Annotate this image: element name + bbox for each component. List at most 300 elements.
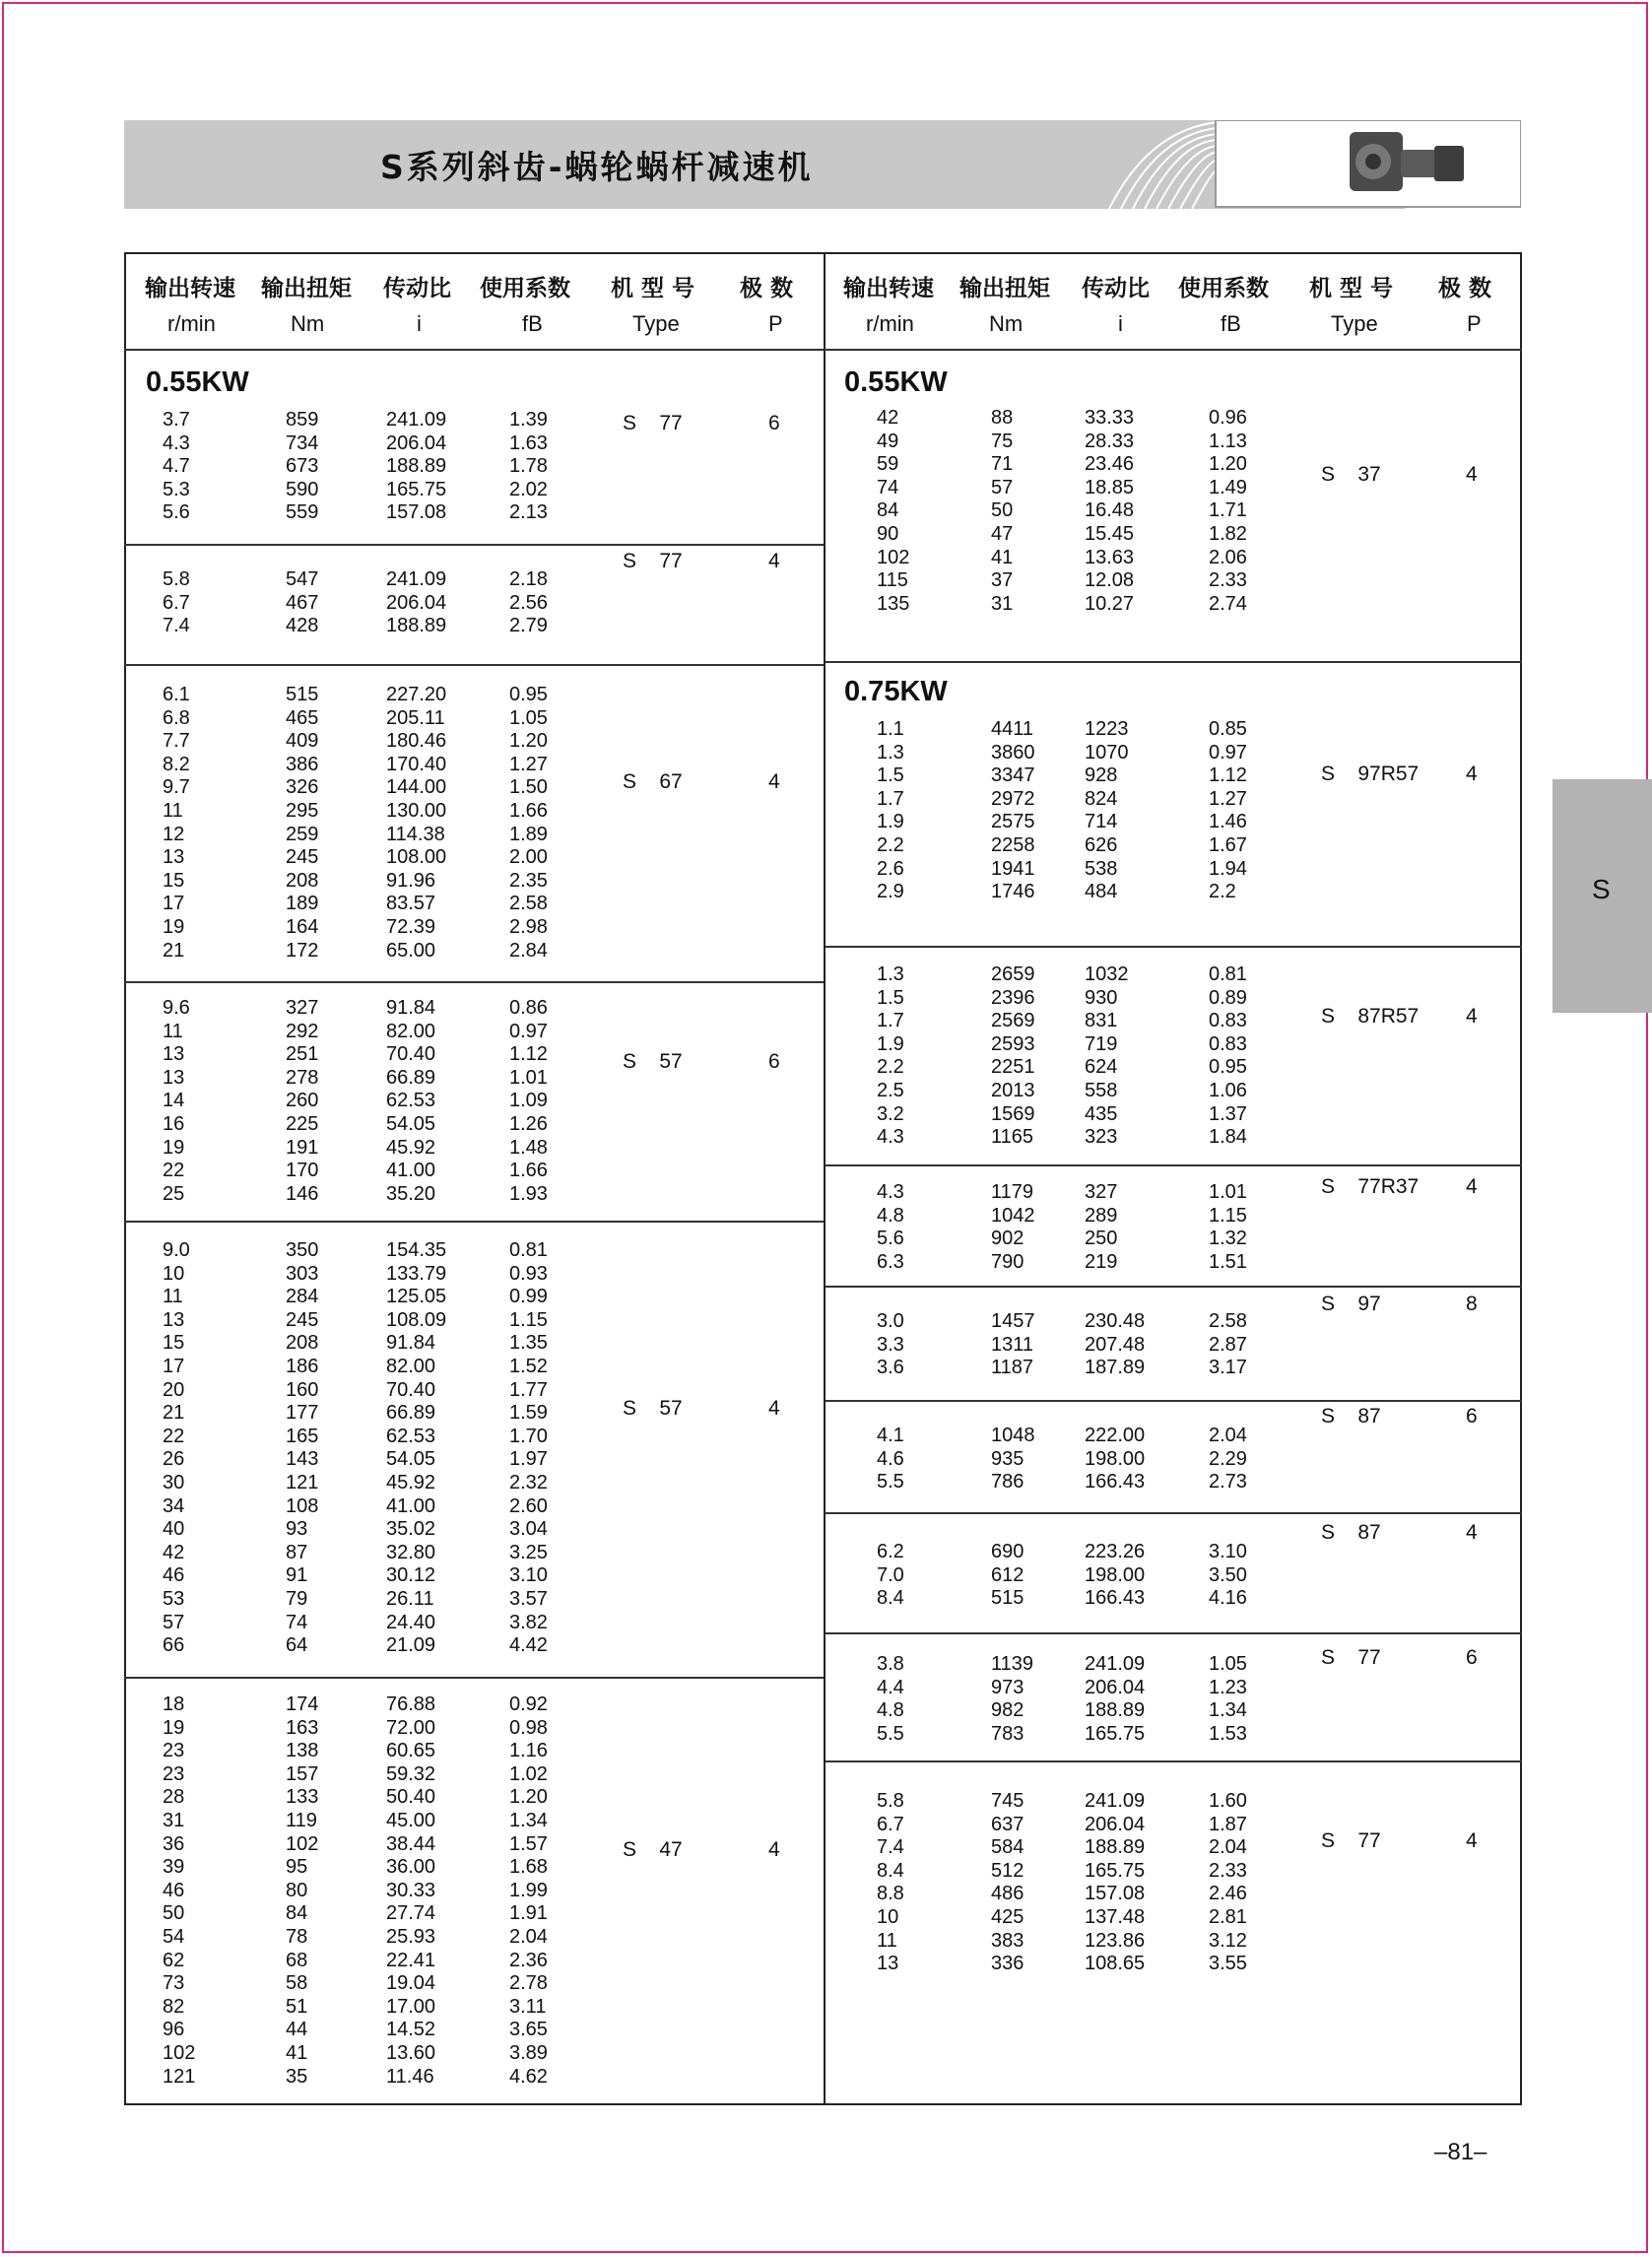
factor-cell: 1.01 bbox=[509, 1066, 548, 1089]
ratio-cell: 65.00 bbox=[386, 939, 436, 962]
torque-cell: 95 bbox=[286, 1856, 308, 1879]
factor-cell: 2.84 bbox=[509, 939, 548, 962]
factor-cell: 1.59 bbox=[509, 1402, 548, 1425]
torque-cell: 425 bbox=[991, 1906, 1024, 1928]
factor-cell: 3.17 bbox=[1209, 1357, 1247, 1379]
ratio-cell: 123.86 bbox=[1085, 1929, 1146, 1952]
factor-cell: 4.42 bbox=[509, 1634, 548, 1657]
ratio-cell: 323 bbox=[1085, 1126, 1118, 1149]
torque-cell: 935 bbox=[991, 1447, 1024, 1470]
torque-cell: 326 bbox=[286, 776, 319, 799]
ratio-cell: 66.89 bbox=[386, 1066, 436, 1089]
factor-cell: 1.46 bbox=[1209, 811, 1247, 833]
group-divider bbox=[826, 1400, 1522, 1402]
torque-cell: 41 bbox=[286, 2042, 308, 2064]
torque-cell: 79 bbox=[286, 1588, 308, 1610]
factor-cell: 2.56 bbox=[509, 591, 548, 614]
speed-cell: 13 bbox=[877, 1953, 899, 1975]
factor-cell: 0.93 bbox=[509, 1262, 548, 1285]
poles-value: 6 bbox=[768, 1050, 780, 1073]
speed-cell: 39 bbox=[163, 1856, 185, 1879]
torque-cell: 133 bbox=[286, 1786, 319, 1809]
speed-cell: 5.5 bbox=[877, 1722, 904, 1745]
torque-cell: 2569 bbox=[991, 1010, 1035, 1032]
group-divider bbox=[124, 981, 824, 983]
torque-cell: 164 bbox=[286, 916, 319, 938]
power-label: 0.75KW bbox=[844, 676, 948, 707]
speed-cell: 73 bbox=[163, 1972, 185, 1995]
factor-cell: 1.37 bbox=[1209, 1102, 1247, 1125]
col-ratio-header: 传动比 bbox=[383, 276, 451, 301]
torque-cell: 612 bbox=[991, 1563, 1024, 1586]
speed-cell: 66 bbox=[163, 1634, 185, 1657]
speed-cell: 23 bbox=[163, 1740, 185, 1762]
ratio-cell: 1032 bbox=[1085, 963, 1129, 985]
ratio-cell: 289 bbox=[1085, 1204, 1118, 1227]
speed-cell: 9.6 bbox=[163, 997, 190, 1019]
ratio-cell: 27.74 bbox=[386, 1902, 436, 1925]
factor-cell: 3.82 bbox=[509, 1611, 548, 1633]
factor-cell: 0.96 bbox=[1209, 407, 1247, 429]
speed-cell: 1.9 bbox=[877, 811, 904, 833]
ratio-cell: 230.48 bbox=[1085, 1310, 1146, 1332]
speed-cell: 21 bbox=[163, 939, 185, 962]
model-type: S 57 bbox=[623, 1397, 683, 1420]
speed-cell: 13 bbox=[163, 1043, 185, 1066]
speed-cell: 49 bbox=[877, 430, 899, 452]
speed-cell: 11 bbox=[163, 1020, 183, 1042]
speed-cell: 30 bbox=[163, 1472, 185, 1494]
factor-cell: 1.66 bbox=[509, 800, 548, 822]
model-type: S 67 bbox=[623, 770, 683, 793]
factor-cell: 0.89 bbox=[1209, 986, 1247, 1009]
ratio-cell: 188.89 bbox=[1085, 1836, 1146, 1859]
torque-cell: 225 bbox=[286, 1113, 319, 1135]
speed-cell: 3.0 bbox=[877, 1310, 904, 1332]
factor-cell: 3.55 bbox=[1209, 1953, 1247, 1975]
factor-cell: 2.33 bbox=[1209, 1859, 1247, 1882]
speed-cell: 19 bbox=[163, 916, 185, 938]
speed-cell: 5.6 bbox=[877, 1228, 904, 1250]
torque-cell: 91 bbox=[286, 1564, 308, 1587]
factor-cell: 1.67 bbox=[1209, 834, 1247, 856]
torque-cell: 1048 bbox=[991, 1425, 1035, 1446]
torque-cell: 102 bbox=[286, 1832, 319, 1855]
factor-cell: 2.58 bbox=[509, 893, 548, 915]
ratio-cell: 227.20 bbox=[386, 684, 447, 705]
torque-cell: 1042 bbox=[991, 1204, 1035, 1227]
poles-value: 4 bbox=[768, 770, 780, 793]
ratio-cell: 24.40 bbox=[386, 1611, 436, 1633]
factor-cell: 1.12 bbox=[1209, 764, 1247, 787]
speed-cell: 13 bbox=[163, 1308, 185, 1331]
speed-cell: 8.4 bbox=[877, 1859, 904, 1882]
col-type-label: Type bbox=[632, 311, 680, 336]
speed-cell: 18 bbox=[163, 1693, 185, 1715]
torque-cell: 245 bbox=[286, 846, 319, 869]
speed-cell: 5.6 bbox=[163, 501, 190, 524]
torque-cell: 57 bbox=[991, 476, 1014, 498]
speed-cell: 13 bbox=[163, 846, 185, 869]
ratio-cell: 66.89 bbox=[386, 1402, 436, 1425]
poles-value: 4 bbox=[768, 1838, 780, 1861]
factor-cell: 1.49 bbox=[1209, 476, 1247, 498]
ratio-cell: 207.48 bbox=[1085, 1333, 1146, 1356]
torque-cell: 409 bbox=[286, 730, 319, 753]
factor-cell: 1.71 bbox=[1209, 499, 1247, 522]
speed-cell: 9.0 bbox=[163, 1239, 190, 1261]
group-divider bbox=[826, 661, 1522, 663]
speed-cell: 1.7 bbox=[877, 787, 904, 810]
col-type-header: 机 型 号 bbox=[611, 276, 695, 301]
ratio-cell: 14.52 bbox=[386, 2019, 436, 2041]
torque-cell: 734 bbox=[286, 431, 319, 454]
ratio-cell: 144.00 bbox=[386, 776, 447, 799]
model-type: S 77R37 bbox=[1321, 1175, 1420, 1198]
speed-cell: 2.6 bbox=[877, 857, 904, 880]
speed-cell: 2.9 bbox=[877, 881, 904, 903]
factor-cell: 1.20 bbox=[1209, 453, 1247, 476]
speed-cell: 34 bbox=[163, 1494, 185, 1517]
speed-cell: 4.1 bbox=[877, 1425, 904, 1446]
ratio-cell: 22.41 bbox=[386, 1949, 436, 1971]
torque-cell: 138 bbox=[286, 1740, 319, 1762]
col-speed-unit: r/min bbox=[167, 311, 216, 336]
factor-cell: 1.16 bbox=[509, 1740, 548, 1762]
torque-cell: 383 bbox=[991, 1929, 1024, 1952]
ratio-cell: 165.75 bbox=[1085, 1722, 1146, 1745]
factor-cell: 1.51 bbox=[1209, 1250, 1247, 1273]
ratio-cell: 166.43 bbox=[1085, 1587, 1146, 1610]
factor-cell: 1.93 bbox=[509, 1182, 548, 1205]
header-decoration bbox=[124, 120, 1521, 209]
model-type: S 97 bbox=[1321, 1293, 1381, 1315]
speed-cell: 62 bbox=[163, 1949, 185, 1971]
torque-cell: 58 bbox=[286, 1972, 308, 1995]
torque-cell: 1311 bbox=[991, 1333, 1034, 1356]
ratio-cell: 241.09 bbox=[386, 568, 447, 590]
speed-cell: 42 bbox=[163, 1541, 185, 1563]
speed-cell: 14 bbox=[163, 1090, 185, 1112]
poles-value: 4 bbox=[768, 1397, 780, 1420]
ratio-cell: 241.09 bbox=[1085, 1653, 1146, 1675]
torque-cell: 1746 bbox=[991, 881, 1035, 903]
factor-cell: 2.87 bbox=[1209, 1333, 1247, 1356]
torque-cell: 336 bbox=[991, 1953, 1024, 1975]
poles-value: 4 bbox=[1466, 763, 1478, 785]
col-speed-header: 输出转速 bbox=[145, 276, 235, 301]
torque-cell: 186 bbox=[286, 1356, 319, 1377]
factor-cell: 1.60 bbox=[1209, 1790, 1247, 1812]
poles-value: 6 bbox=[1466, 1646, 1478, 1669]
poles-value: 4 bbox=[1466, 1175, 1478, 1198]
factor-cell: 2.04 bbox=[509, 1926, 548, 1948]
factor-cell: 2.18 bbox=[509, 568, 548, 590]
col-poles-header: 极 数 bbox=[740, 276, 794, 301]
factor-cell: 1.02 bbox=[509, 1762, 548, 1785]
torque-cell: 386 bbox=[286, 753, 319, 775]
torque-cell: 41 bbox=[991, 546, 1014, 568]
torque-cell: 637 bbox=[991, 1813, 1024, 1835]
torque-cell: 982 bbox=[991, 1699, 1024, 1722]
torque-cell: 327 bbox=[286, 997, 319, 1019]
speed-cell: 7.0 bbox=[877, 1563, 904, 1586]
ratio-cell: 36.00 bbox=[386, 1856, 436, 1879]
torque-cell: 87 bbox=[286, 1541, 308, 1563]
torque-cell: 208 bbox=[286, 1332, 319, 1355]
factor-cell: 1.20 bbox=[509, 1786, 548, 1809]
speed-cell: 6.3 bbox=[877, 1250, 904, 1273]
factor-cell: 1.01 bbox=[1209, 1181, 1247, 1203]
ratio-cell: 241.09 bbox=[386, 409, 447, 431]
torque-cell: 165 bbox=[286, 1425, 319, 1447]
ratio-cell: 223.26 bbox=[1085, 1541, 1146, 1562]
speed-cell: 1.3 bbox=[877, 963, 904, 985]
factor-cell: 2.46 bbox=[1209, 1883, 1247, 1905]
torque-cell: 295 bbox=[286, 800, 319, 822]
ratio-cell: 35.20 bbox=[386, 1182, 436, 1205]
ratio-cell: 54.05 bbox=[386, 1448, 436, 1471]
model-type: S 97R57 bbox=[1321, 763, 1420, 785]
speed-cell: 7.7 bbox=[163, 730, 190, 753]
ratio-cell: 435 bbox=[1085, 1102, 1118, 1125]
factor-cell: 2.06 bbox=[1209, 546, 1247, 568]
factor-cell: 2.13 bbox=[509, 501, 548, 524]
ratio-cell: 198.00 bbox=[1085, 1447, 1146, 1470]
factor-cell: 1.78 bbox=[509, 455, 548, 478]
factor-cell: 1.66 bbox=[509, 1160, 548, 1182]
torque-cell: 35 bbox=[286, 2065, 308, 2088]
torque-cell: 50 bbox=[991, 499, 1014, 522]
torque-cell: 4411 bbox=[991, 718, 1034, 740]
ratio-cell: 26.11 bbox=[386, 1588, 434, 1610]
torque-cell: 64 bbox=[286, 1634, 308, 1657]
speed-cell: 4.3 bbox=[877, 1126, 904, 1149]
factor-cell: 1.39 bbox=[509, 409, 548, 431]
speed-cell: 11 bbox=[163, 800, 183, 822]
ratio-cell: 188.89 bbox=[1085, 1699, 1146, 1722]
factor-cell: 0.81 bbox=[509, 1239, 548, 1261]
speed-cell: 22 bbox=[163, 1160, 185, 1182]
speed-cell: 3.2 bbox=[877, 1102, 904, 1125]
factor-cell: 2.98 bbox=[509, 916, 548, 938]
factor-cell: 2.73 bbox=[1209, 1471, 1247, 1494]
col-torque-header: 输出扭矩 bbox=[959, 276, 1050, 301]
group-divider bbox=[826, 946, 1522, 948]
torque-cell: 2593 bbox=[991, 1032, 1035, 1055]
factor-cell: 0.83 bbox=[1209, 1032, 1247, 1055]
torque-cell: 93 bbox=[286, 1518, 308, 1541]
group-divider bbox=[124, 1221, 824, 1223]
factor-cell: 1.13 bbox=[1209, 430, 1247, 452]
poles-value: 4 bbox=[1466, 1829, 1478, 1852]
ratio-cell: 83.57 bbox=[386, 893, 436, 915]
torque-cell: 547 bbox=[286, 568, 319, 590]
speed-cell: 8.4 bbox=[877, 1587, 904, 1610]
torque-cell: 74 bbox=[286, 1611, 308, 1633]
torque-cell: 157 bbox=[286, 1762, 319, 1785]
speed-cell: 3.3 bbox=[877, 1333, 904, 1356]
ratio-cell: 91.84 bbox=[386, 1332, 436, 1355]
ratio-cell: 198.00 bbox=[1085, 1563, 1146, 1586]
speed-cell: 7.4 bbox=[877, 1836, 904, 1859]
factor-cell: 1.20 bbox=[509, 730, 548, 753]
factor-cell: 2.78 bbox=[509, 1972, 548, 1995]
factor-cell: 3.89 bbox=[509, 2042, 548, 2064]
factor-cell: 1.89 bbox=[509, 823, 548, 845]
ratio-cell: 714 bbox=[1085, 811, 1118, 833]
page-number: –81– bbox=[1434, 2139, 1487, 2165]
col-torque-unit: Nm bbox=[291, 311, 325, 336]
ratio-cell: 13.60 bbox=[386, 2042, 436, 2064]
torque-cell: 673 bbox=[286, 455, 319, 478]
factor-cell: 1.99 bbox=[509, 1879, 548, 1901]
ratio-cell: 108.65 bbox=[1085, 1953, 1146, 1975]
ratio-cell: 538 bbox=[1085, 857, 1118, 880]
factor-cell: 1.50 bbox=[509, 776, 548, 799]
speed-cell: 4.7 bbox=[163, 455, 190, 478]
ratio-cell: 154.35 bbox=[386, 1239, 447, 1261]
torque-cell: 1569 bbox=[991, 1102, 1035, 1125]
factor-cell: 2.79 bbox=[509, 615, 548, 637]
ratio-cell: 76.88 bbox=[386, 1693, 436, 1715]
ratio-cell: 108.00 bbox=[386, 846, 447, 869]
torque-cell: 745 bbox=[991, 1790, 1024, 1812]
speed-cell: 5.5 bbox=[877, 1471, 904, 1494]
ratio-cell: 130.00 bbox=[386, 800, 447, 822]
power-label: 0.55KW bbox=[844, 366, 948, 398]
speed-cell: 6.1 bbox=[163, 684, 190, 705]
factor-cell: 1.77 bbox=[509, 1378, 548, 1401]
ratio-cell: 45.00 bbox=[386, 1810, 436, 1831]
speed-cell: 17 bbox=[163, 1356, 185, 1377]
factor-cell: 1.15 bbox=[1209, 1204, 1247, 1227]
ratio-cell: 187.89 bbox=[1085, 1357, 1146, 1379]
col-ratio-header: 传动比 bbox=[1082, 276, 1150, 301]
poles-value: 6 bbox=[1466, 1405, 1478, 1427]
factor-cell: 1.06 bbox=[1209, 1080, 1247, 1101]
ratio-cell: 222.00 bbox=[1085, 1425, 1146, 1446]
factor-cell: 2.33 bbox=[1209, 569, 1247, 592]
ratio-cell: 50.40 bbox=[386, 1786, 436, 1809]
factor-cell: 0.81 bbox=[1209, 963, 1247, 985]
speed-cell: 3.6 bbox=[877, 1357, 904, 1379]
ratio-cell: 133.79 bbox=[386, 1262, 447, 1285]
factor-cell: 2.04 bbox=[1209, 1425, 1247, 1446]
ratio-cell: 180.46 bbox=[386, 730, 447, 753]
torque-cell: 119 bbox=[286, 1810, 317, 1831]
poles-value: 4 bbox=[768, 550, 780, 572]
ratio-cell: 824 bbox=[1085, 787, 1118, 810]
speed-cell: 82 bbox=[163, 1995, 185, 2018]
torque-cell: 2013 bbox=[991, 1080, 1035, 1101]
torque-cell: 260 bbox=[286, 1090, 319, 1112]
factor-cell: 1.84 bbox=[1209, 1126, 1247, 1149]
speed-cell: 5.8 bbox=[877, 1790, 904, 1812]
factor-cell: 3.65 bbox=[509, 2019, 548, 2041]
factor-cell: 1.68 bbox=[509, 1856, 548, 1879]
speed-cell: 12 bbox=[163, 823, 185, 845]
poles-value: 6 bbox=[768, 412, 780, 434]
factor-cell: 4.62 bbox=[509, 2065, 548, 2088]
ratio-cell: 45.92 bbox=[386, 1136, 436, 1159]
poles-value: 4 bbox=[1466, 1521, 1478, 1544]
section-tab-label: S bbox=[1592, 874, 1611, 904]
speed-cell: 90 bbox=[877, 523, 899, 545]
factor-cell: 2.60 bbox=[509, 1494, 548, 1517]
factor-cell: 2.81 bbox=[1209, 1906, 1247, 1928]
col-torque-header: 输出扭矩 bbox=[261, 276, 352, 301]
ratio-cell: 30.12 bbox=[386, 1564, 436, 1587]
speed-cell: 20 bbox=[163, 1378, 185, 1401]
speed-cell: 11 bbox=[163, 1286, 183, 1308]
ratio-cell: 38.44 bbox=[386, 1832, 436, 1855]
ratio-cell: 831 bbox=[1085, 1010, 1118, 1032]
model-type: S 37 bbox=[1321, 463, 1381, 486]
col-factor-header: 使用系数 bbox=[1178, 276, 1269, 301]
speed-cell: 46 bbox=[163, 1564, 185, 1587]
torque-cell: 584 bbox=[991, 1836, 1024, 1859]
ratio-cell: 125.05 bbox=[386, 1286, 447, 1308]
torque-cell: 146 bbox=[286, 1182, 319, 1205]
torque-cell: 690 bbox=[991, 1541, 1024, 1562]
ratio-cell: 206.04 bbox=[1085, 1813, 1146, 1835]
poles-value: 8 bbox=[1466, 1293, 1478, 1315]
speed-cell: 46 bbox=[163, 1879, 185, 1901]
speed-cell: 36 bbox=[163, 1832, 185, 1855]
factor-cell: 0.99 bbox=[509, 1286, 548, 1308]
col-speed-header: 输出转速 bbox=[843, 276, 934, 301]
ratio-cell: 241.09 bbox=[1085, 1790, 1146, 1812]
torque-cell: 303 bbox=[286, 1262, 319, 1285]
ratio-cell: 30.33 bbox=[386, 1879, 436, 1901]
torque-cell: 3860 bbox=[991, 741, 1035, 763]
ratio-cell: 1223 bbox=[1085, 718, 1129, 740]
torque-cell: 189 bbox=[286, 893, 319, 915]
poles-value: 4 bbox=[1466, 463, 1478, 486]
torque-cell: 859 bbox=[286, 409, 319, 431]
speed-cell: 11 bbox=[877, 1929, 897, 1952]
ratio-cell: 45.92 bbox=[386, 1472, 436, 1494]
torque-cell: 292 bbox=[286, 1020, 319, 1042]
ratio-cell: 137.48 bbox=[1085, 1906, 1146, 1928]
page-title: S系列斜齿-蜗轮蜗杆减速机 bbox=[380, 148, 814, 186]
speed-cell: 19 bbox=[163, 1716, 185, 1739]
factor-cell: 2.36 bbox=[509, 1949, 548, 1971]
torque-cell: 208 bbox=[286, 869, 319, 892]
factor-cell: 1.26 bbox=[509, 1113, 548, 1135]
factor-cell: 1.32 bbox=[1209, 1228, 1247, 1250]
torque-cell: 973 bbox=[991, 1676, 1024, 1698]
torque-cell: 160 bbox=[286, 1378, 319, 1401]
speed-cell: 2.2 bbox=[877, 834, 904, 856]
torque-cell: 2972 bbox=[991, 787, 1035, 810]
ratio-cell: 70.40 bbox=[386, 1043, 436, 1066]
ratio-cell: 108.09 bbox=[386, 1308, 447, 1331]
ratio-cell: 28.33 bbox=[1085, 430, 1135, 452]
model-type: S 77 bbox=[1321, 1646, 1381, 1669]
torque-cell: 1187 bbox=[991, 1357, 1034, 1379]
speed-cell: 74 bbox=[877, 476, 899, 498]
speed-cell: 28 bbox=[163, 1786, 185, 1809]
col-factor-symbol: fB bbox=[522, 311, 543, 336]
speed-cell: 59 bbox=[877, 453, 899, 476]
factor-cell: 1.05 bbox=[1209, 1653, 1247, 1675]
torque-cell: 590 bbox=[286, 478, 319, 500]
speed-cell: 6.2 bbox=[877, 1541, 904, 1562]
factor-cell: 1.57 bbox=[509, 1832, 548, 1855]
factor-cell: 1.09 bbox=[509, 1090, 548, 1112]
